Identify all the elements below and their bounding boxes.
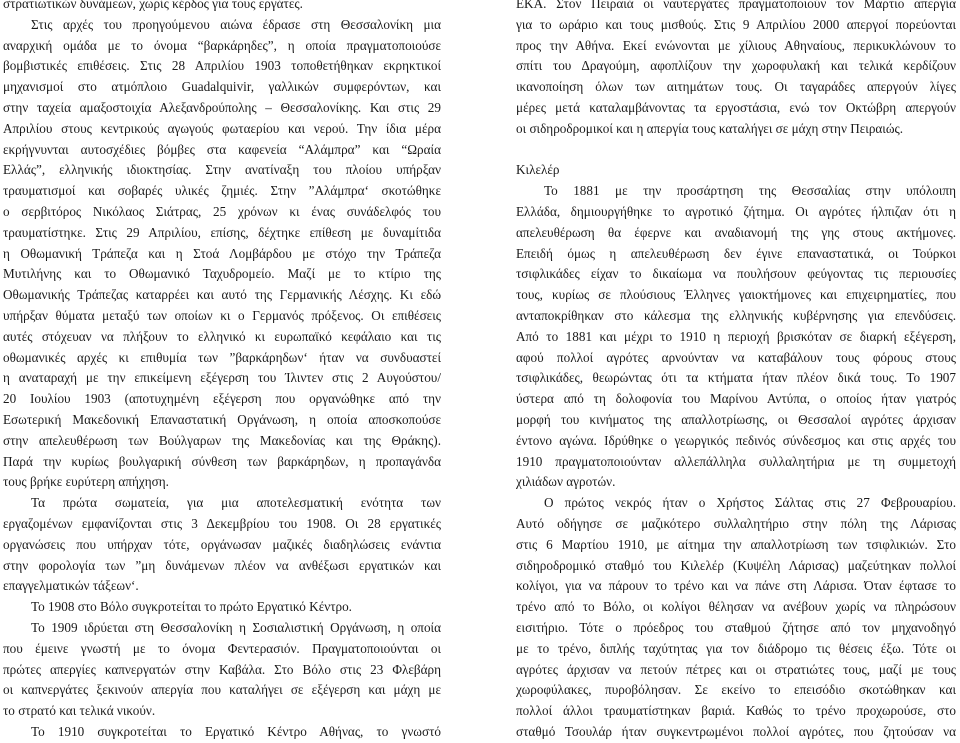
left-column-line: οι καπνεργάτες ξεκινούν απεργία που καταλήγει σε εξέγερση και μάχη με [3,682,441,698]
right-column-line: τσιφλικάδες είχαν το δικαίωμα να πουλήσουν φεύγοντας τις περιουσίες [516,266,956,282]
left-column-line: βομβιστικές επιθέσεις. Στις 28 Απριλίου 1903 τοποθετήθηκαν εκρηκτικοί [3,58,441,74]
left-column-line: τους βρήκε ευρύτερη απήχηση. [3,474,169,490]
right-column-line: τσιφλικάδες, θεωρώντας ότι τα κτήματα ήταν πλέον δικά τους. Το 1907 [516,370,956,386]
right-column-line: σταθμό Τσουλάρ ήταν συγκεντρωμένοι πολλοί αγρότες, που ζητούσαν να [516,723,956,739]
left-column-line: Στις αρχές του προηγούμενου αιώνα έδρασε στη Θεσσαλονίκη μια [31,16,441,32]
right-column-line: αγρότες άρχισαν να πετούν πέτρες και οι στρατιώτες τους, μαζί με τους [516,661,956,677]
left-column-line: υπήρξαν θύματα μεταξύ των οποίων κι ο Γερμανός πρόξενος. Οι επιθέσεις [3,307,441,323]
left-column-line: 20 Ιουλίου 1903 (αποτυχημένη εξέγερση που οργανώθηκε από την [3,391,441,407]
right-column-line: σπίτι του Δραγούμη, αφοπλίζουν την χωροφυλακή και τελικά κερδίζουν [516,58,956,74]
right-column-line: μέρες μετά καταλαμβάνοντας τα εργοστάσια, ενώ τον Οκτώβρη απεργούν [516,99,956,115]
left-column-line: Το 1910 συγκροτείται το Εργατικό Κέντρο Αθήνας, το γνωστό [31,723,441,739]
left-column-line: Ελλάς”, ελληνικής ιδιοκτησίας. Στην ανατίναξη του πλοίου υπήρξαν [3,162,441,178]
right-column-line: Κιλελέρ [516,162,560,178]
left-column-line: Μυτιλήνης και το Οθωμανικό Ταχυδρομείο. Μαζί με το κτίριο της [3,266,441,282]
right-column-line: χιλιάδων αγροτών. [516,474,616,490]
right-column-line: ανταποκρίθηκαν στο κάλεσμα της ελληνικής κυβέρνησης για επενδύσεις. [516,307,956,323]
right-column-line: στις 6 Μαρτίου 1910, με αίτημα την απαλλοτρίωση των τσιφλικιών. Στο [516,536,956,552]
right-column-line: κολίγοι, για να πάρουν το τρένο και να πάνε στη Λάρισα. Όταν έφτασε το [516,578,956,594]
right-column-line: οι σιδηροδρομικοί και η απεργία τους καταλήγει σε μάχη στην Πειραιώς. [516,120,904,136]
right-column [516,0,956,743]
left-column-line: το στρατό και τελικά νικούν. [3,703,156,719]
right-column-line: Από το 1881 και μέχρι το 1910 η περιοχή βρισκόταν σε διαρκή εξέγερση, [516,328,956,344]
left-column-line: Εσωτερική Μακεδονική Επαναστατική Οργάνωση, η οποία αποσκοπούσε [3,411,441,427]
left-column-line: αυτές στόχευαν να πλήξουν το ελληνικό κι ευρωπαϊκό κεφάλαιο και τις [3,328,441,344]
right-column-line: 1910 πραγματοποιούνταν αλλεπάλληλα συλλαλητήρια με τη συμμετοχή [516,453,956,469]
left-column-line: οθωμανικές αρχές κι επιθυμία των ”βαρκάρηδων‘ ήταν να συνδυαστεί [3,349,441,365]
right-column-line: Το 1881 με την προσάρτηση της Θεσσαλίας στην υπόλοιπη [544,183,956,199]
right-column-line: τρένο από το Βόλο, οι κολίγοι θέλησαν να ανέβουν χωρίς να πληρώσουν [516,599,956,615]
right-column-line: για το ωράριο και τους μισθούς. Στις 9 Απριλίου 2000 απεργοί πορεύονται [516,16,956,32]
left-column-line: που έμεινε γνωστή με το όνομα Φεντερασιόν. Πραγματοποιούνται οι [3,640,441,656]
left-column-line: μηχανισμοί στο ατμόπλοιο Guadalquivir, γαλλικών συμφερόντων, και [3,79,441,95]
left-column-line: αναρχική ομάδα με το όνομα “βαρκάρηδες”, η οποία πραγματοποιούσε [3,37,441,53]
left-column-line: Παρά την κυρίως βουλγαρική σύνθεση των βαρκάρηδων, η προπαγάνδα [3,453,441,469]
right-column-line: αφού πολλοί αγρότες αρνούνταν να καταβάλουν τους φόρους στους [516,349,956,365]
left-column-line: στρατιωτικών δυνάμεων, χωρίς κέρδος για τους εργάτες. [3,0,303,11]
right-column-line: πολλοί άλλοι τραυματίστηκαν βαριά. Καθώς το τρένο προχωρούσε, στο [516,703,956,719]
left-column-line: πρώτες απεργίες καπνεργατών στην Καβάλα. Στο Βόλο στις 23 Φλεβάρη [3,661,441,677]
right-column-line: με το τρένο, διπλής ταχύτητας για τον διάδρομο τις θέσεις έξω. Τότε οι [516,640,956,656]
right-column-line: εισιτήριο. Τότε ο πρόεδρος του σταθμού ζήτησε από τον μηχανοδηγό [516,619,956,635]
left-column-line: στην ταχεία αμαξοστοιχία Αλεξανδρούπολης – Θεσσαλονίκης. Και στις 29 [3,99,441,115]
left-column-line: τραυματίστηκε. Στις 29 Απριλίου, επίσης, δέχτηκε επίθεση με δυναμίτιδα [3,224,441,240]
right-column-line: Ο πρώτος νεκρός ήταν ο Χρήστος Σάλτας στις 27 Φεβρουαρίου. [544,495,956,511]
right-column-line: χωροφύλακες, πυροβόλησαν. Σε εκείνο το επεισόδιο σκοτώθηκαν και [516,682,956,698]
right-column-line: ικανοποίηση όλων των αιτημάτων τους. Οι ταγαράδες απεργούν λίγες [516,79,956,95]
right-column-line: απελευθέρωση θα έφερνε και αναδιανομή της γης στους ακτήμονες. [516,224,956,240]
left-column-line: Το 1909 ιδρύεται στη Θεσσαλονίκη η Σοσιαλιστική Οργάνωση, η οποία [31,619,441,635]
left-column-line: Τα πρώτα σωματεία, για μια αποτελεσματική ενότητα των [31,495,441,511]
right-column-line: έντονο αγώνα. Ιδρύθηκε ο γεωργικός πεδινός σύνδεσμος και στις αρχές του [516,432,956,448]
right-column-line: προς την Αθήνα. Εκεί ενώνονται με χίλιους Αθηναίους, περικυκλώνουν το [516,37,956,53]
left-column-line: Οθωμανικής Τράπεζας καταρρέει και αυτό της Γερμανικής Λέσχης. Κι εδώ [3,287,441,303]
left-column-line: ο σερβιτόρος Νικόλαος Σιάτρας, 25 χρόνων κι ένας συνάδελφός του [3,203,441,219]
left-column-line: οργανώσεις που υπήρχαν τότε, οργάνωσαν μαζικές διαδηλώσεις ενάντια [3,536,441,552]
right-column-line: σιδηροδρομικό σταθμό του Κιλελέρ (Κυψέλη Λάρισας) μαζεύτηκαν πολλοί [516,557,956,573]
left-column-line: στην απελευθέρωση των Βούλγαρων της Μακεδονίας και της Θράκης). [3,432,441,448]
left-column-line: επαγγελματικών τάξεων‘. [3,578,139,594]
right-column-line: Αυτό οδήγησε σε μαζικότερο συλλαλητήριο στην πόλη της Λάρισας [516,515,956,531]
right-column-line: τους, κυρίως σε πλούσιους Έλληνες γαιοκτήμονες και επιχειρηματίες, που [516,287,956,303]
right-column-line: ύστερα από τη δολοφονία του Μαρίνου Αντύπα, ο οποίος ήταν γιατρός [516,391,956,407]
left-column-line: η αναταραχή με την επικείμενη εξέγερση του Ίλιντεν στις 2 Αυγούστου/ [3,370,441,386]
left-column-line: η Οθωμανική Τράπεζα και η Στοά Λομβάρδου με στόχο την Τράπεζα [3,245,441,261]
left-column-line: εκρήγνυνται αυτοσχέδιες βόμβες στα καφενεία “Αλάμπρα” και “Ωραία [3,141,441,157]
right-column-line: Ελλάδα, δημιουργήθηκε το αγροτικό ζήτημα. Οι αγρότες ήλπιζαν ότι η [516,203,956,219]
right-column-line: ΕΚΑ. Στον Πειραιά οι ναυτεργάτες πραγματοποιούν τον Μάρτιο απεργία [516,0,956,11]
right-column-line [516,140,956,161]
left-column-line: τραυματισμοί και σοβαρές υλικές ζημιές. Στην ”Αλάμπρα‘ σκοτώθηκε [3,183,441,199]
left-column-line: Απριλίου στους κεντρικούς αγωγούς φωταερίου και νερού. Την ίδια μέρα [3,120,441,136]
right-column-line: μορφή του κινήματος της απαλλοτρίωσης, οι Θεσσαλοί αγρότες άρχισαν [516,411,956,427]
left-column [3,0,441,743]
right-column-line: Επειδή όμως η απελευθέρωση δεν έγινε επαναστατικά, οι Τούρκοι [516,245,956,261]
left-column-line: στην φορολογία των ”μη δυνάμενων πλέον να ανθέξωσι εργατικών και [3,557,441,573]
left-column-line: εργαζομένων εμφανίζονται στις 3 Δεκεμβρίου του 1908. Οι 28 εργατικές [3,515,441,531]
left-column-line: Το 1908 στο Βόλο συγκροτείται το πρώτο Εργατικό Κέντρο. [31,599,352,615]
